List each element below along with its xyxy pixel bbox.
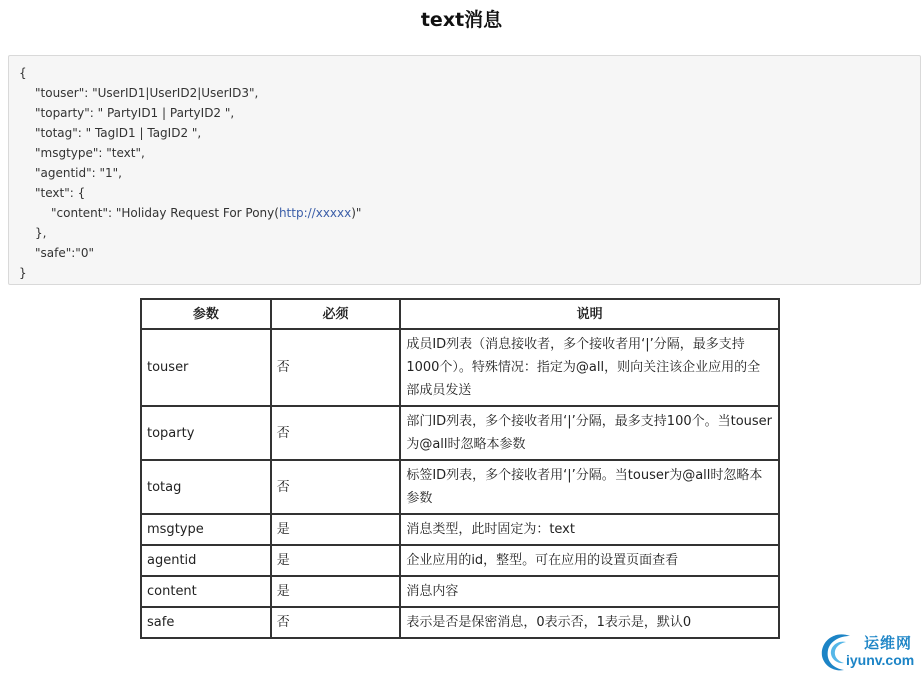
table-row [141,406,779,460]
required-cell: 是 [271,514,401,545]
code-text-after: )" [351,206,362,220]
description-cell: 企业应用的id，整型。可在应用的设置页面查看 [400,545,779,576]
code-line [19,163,910,183]
table-row [141,329,779,406]
code-line [19,263,910,283]
required-cell: 否 [271,607,401,638]
required-cell: 否 [271,329,401,406]
header-required: 必须 [271,299,401,329]
code-line [19,143,910,163]
code-text: "toparty": " PartyID1 | PartyID2 ", [35,106,235,120]
code-text: "content": "Holiday Request For Pony( [51,206,279,220]
code-line [19,183,910,203]
watermark-logo [816,628,923,677]
table-row [141,576,779,607]
table-row [141,460,779,514]
code-text: { [19,66,27,80]
code-text: }, [35,226,47,240]
code-line [19,83,910,103]
code-text: "agentid": "1", [35,166,122,180]
table-header-row [141,299,779,329]
description-cell: 部门ID列表，多个接收者用‘|’分隔，最多支持100个。当touser为@all时忽略本参数 [400,406,779,460]
header-param: 参数 [141,299,271,329]
description-cell: 消息类型，此时固定为：text [400,514,779,545]
param-cell: content [141,576,271,607]
table-row [141,607,779,638]
description-cell: 表示是否是保密消息，0表示否，1表示是，默认0 [400,607,779,638]
code-line [19,103,910,123]
param-cell: toparty [141,406,271,460]
code-text: } [19,266,27,280]
code-text: "msgtype": "text", [35,146,145,160]
code-text: "text": { [35,186,86,200]
code-text: "safe":"0" [35,246,94,260]
param-cell: totag [141,460,271,514]
header-description: 说明 [400,299,779,329]
code-line [19,223,910,243]
watermark-cn: 运维网 [864,634,913,652]
description-cell: 成员ID列表（消息接收者，多个接收者用‘|’分隔，最多支持1000个）。特殊情况：指定为@all，则向关注该企业应用的全部成员发送 [400,329,779,406]
description-cell: 消息内容 [400,576,779,607]
code-link[interactable]: http://xxxxx [278,206,352,220]
code-line [19,243,910,263]
table-row [141,545,779,576]
param-cell: touser [141,329,271,406]
required-cell: 是 [271,576,401,607]
param-cell: msgtype [141,514,271,545]
param-cell: safe [141,607,271,638]
required-cell: 否 [271,406,401,460]
code-text: "totag": " TagID1 | TagID2 ", [35,126,202,140]
code-line [19,63,910,83]
required-cell: 否 [271,460,401,514]
description-cell: 标签ID列表，多个接收者用‘|’分隔。当touser为@all时忽略本参数 [400,460,779,514]
params-table [140,298,780,639]
watermark-en: iyunv.com [846,652,915,668]
code-line [19,123,910,143]
code-block [8,55,921,285]
code-text: "touser": "UserID1|UserID2|UserID3", [35,86,259,100]
code-line [19,203,910,223]
required-cell: 是 [271,545,401,576]
param-cell: agentid [141,545,271,576]
table-row [141,514,779,545]
page-title: text消息 [420,9,503,31]
